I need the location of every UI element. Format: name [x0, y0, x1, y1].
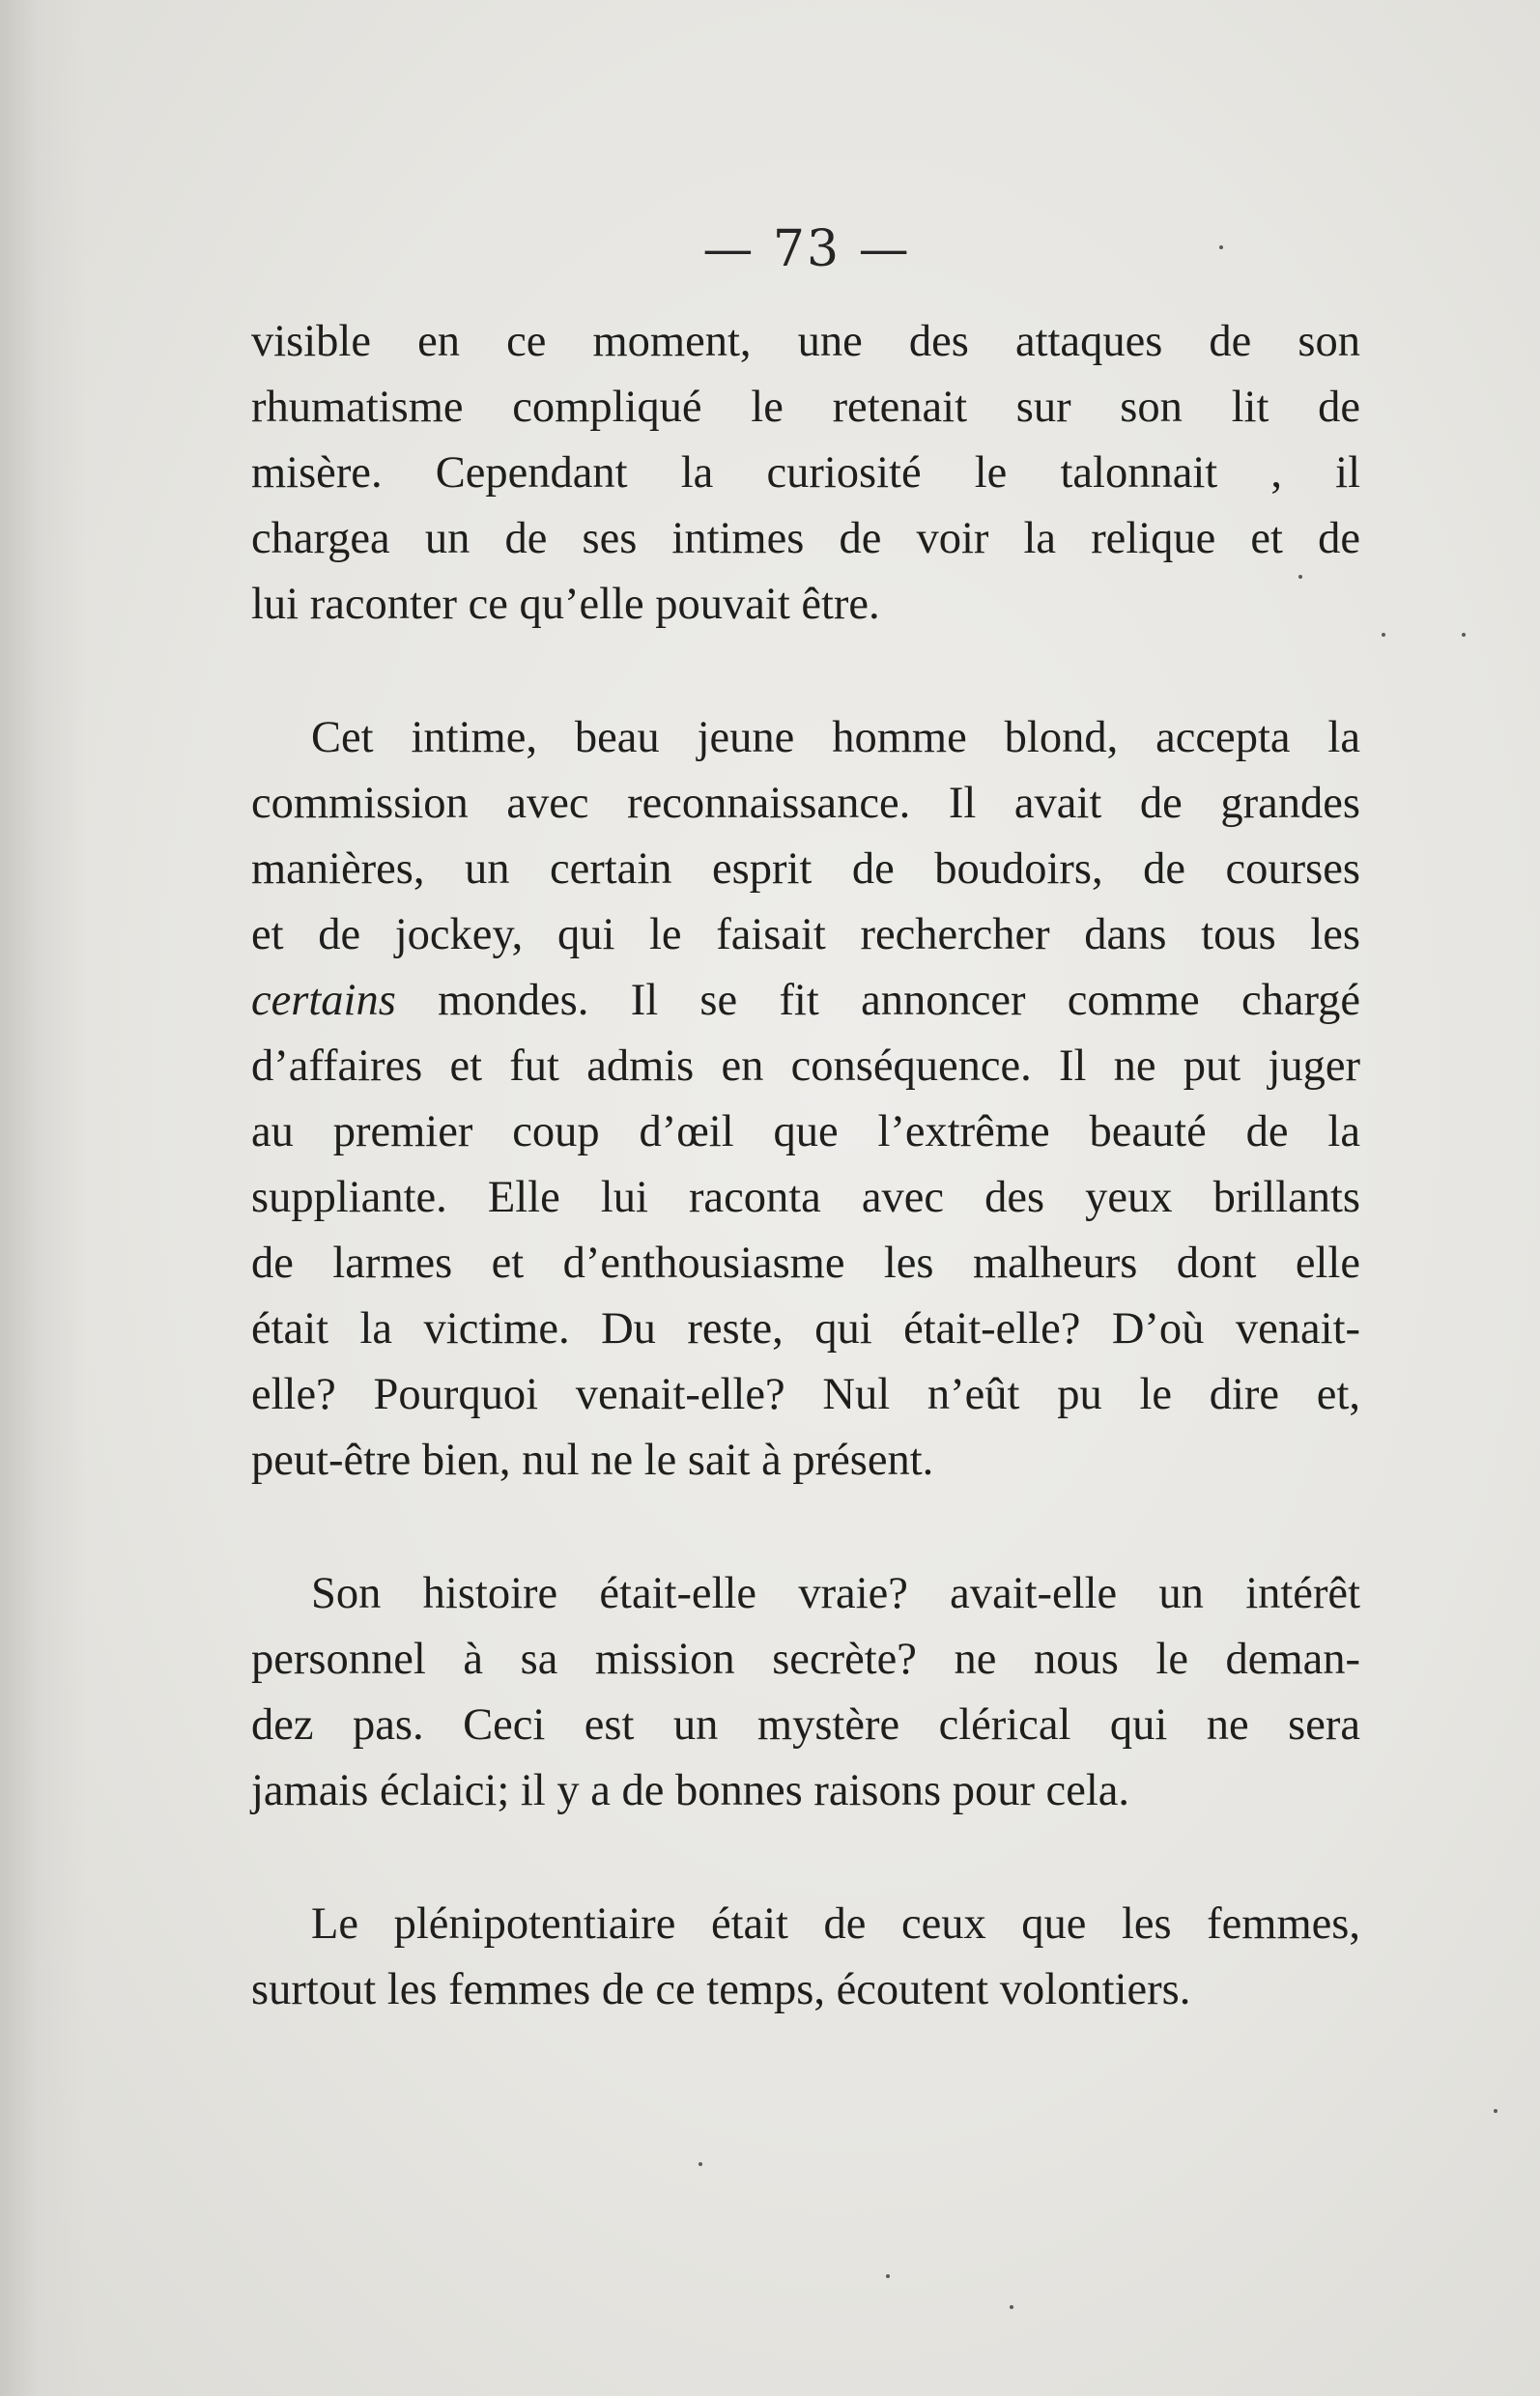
paper-speck: [1462, 633, 1466, 637]
paper-speck: [1298, 575, 1302, 579]
paper-speck: [1494, 2109, 1497, 2113]
paragraph-2: [251, 705, 1360, 1494]
text-line-with-italic: [251, 968, 1360, 1034]
text-line: Le plénipotentiaire était de ceux que les femmes,: [311, 1899, 1360, 1949]
text-line: d’affaires et fut admis en conséquence. Il ne put juger: [251, 1041, 1360, 1091]
text-line: suppliante. Elle lui raconta avec des yeux brillants: [251, 1173, 1360, 1222]
italic-word: certains: [251, 976, 396, 1025]
text-line-rest: mondes. Il se fit annoncer comme chargé: [438, 976, 1361, 1025]
text-line: manières, un certain esprit de boudoirs, de courses: [251, 844, 1360, 894]
text-line: commission avec reconnaissance. Il avait de grandes: [251, 779, 1360, 828]
text-line: personnel à sa mission secrète? ne nous le deman-: [251, 1635, 1360, 1684]
text-line: misère. Cependant la curiosité le talonnait , il: [251, 448, 1360, 498]
paragraph-1: [251, 309, 1360, 638]
text-line: était la victime. Du reste, qui était-elle? D’où venait-: [251, 1304, 1360, 1354]
paper-speck: [1382, 633, 1385, 637]
paper-speck: [886, 2274, 890, 2278]
text-line: dez pas. Ceci est un mystère clérical qui ne sera: [251, 1700, 1360, 1750]
text-line: elle? Pourquoi venait-elle? Nul n’eût pu le dire et,: [251, 1370, 1360, 1419]
text-line: rhumatisme compliqué le retenait sur son lit de: [251, 383, 1360, 432]
text-line: de larmes et d’enthousiasme les malheurs dont elle: [251, 1239, 1360, 1288]
paragraph-3: [251, 1561, 1360, 1824]
paper-speck: [1010, 2305, 1013, 2309]
text-line: chargea un de ses intimes de voir la relique et de: [251, 514, 1360, 563]
paper-speck: [699, 2162, 702, 2166]
text-line: Son histoire était-elle vraie? avait-elle un intérêt: [311, 1569, 1360, 1618]
page-number: — 73 —: [702, 220, 911, 278]
paragraph-4: [251, 1892, 1360, 2023]
paper-speck: [1219, 245, 1223, 249]
text-line: jamais éclaici; il y a de bonnes raisons pour cela.: [251, 1766, 1130, 1815]
text-line: peut-être bien, nul ne le sait à présent.: [251, 1436, 934, 1485]
text-line: visible en ce moment, une des attaques de son: [251, 317, 1360, 366]
text-line: lui raconter ce qu’elle pouvait être.: [251, 580, 880, 629]
text-line: Cet intime, beau jeune homme blond, accepta la: [311, 713, 1360, 762]
body-text: [251, 309, 1360, 2023]
text-line: et de jockey, qui le faisait rechercher dans tous les: [251, 910, 1360, 959]
binding-shadow: [0, 0, 87, 2396]
text-line: surtout les femmes de ce temps, écoutent volontiers.: [251, 1965, 1191, 2014]
text-line: au premier coup d’œil que l’extrême beauté de la: [251, 1107, 1360, 1156]
